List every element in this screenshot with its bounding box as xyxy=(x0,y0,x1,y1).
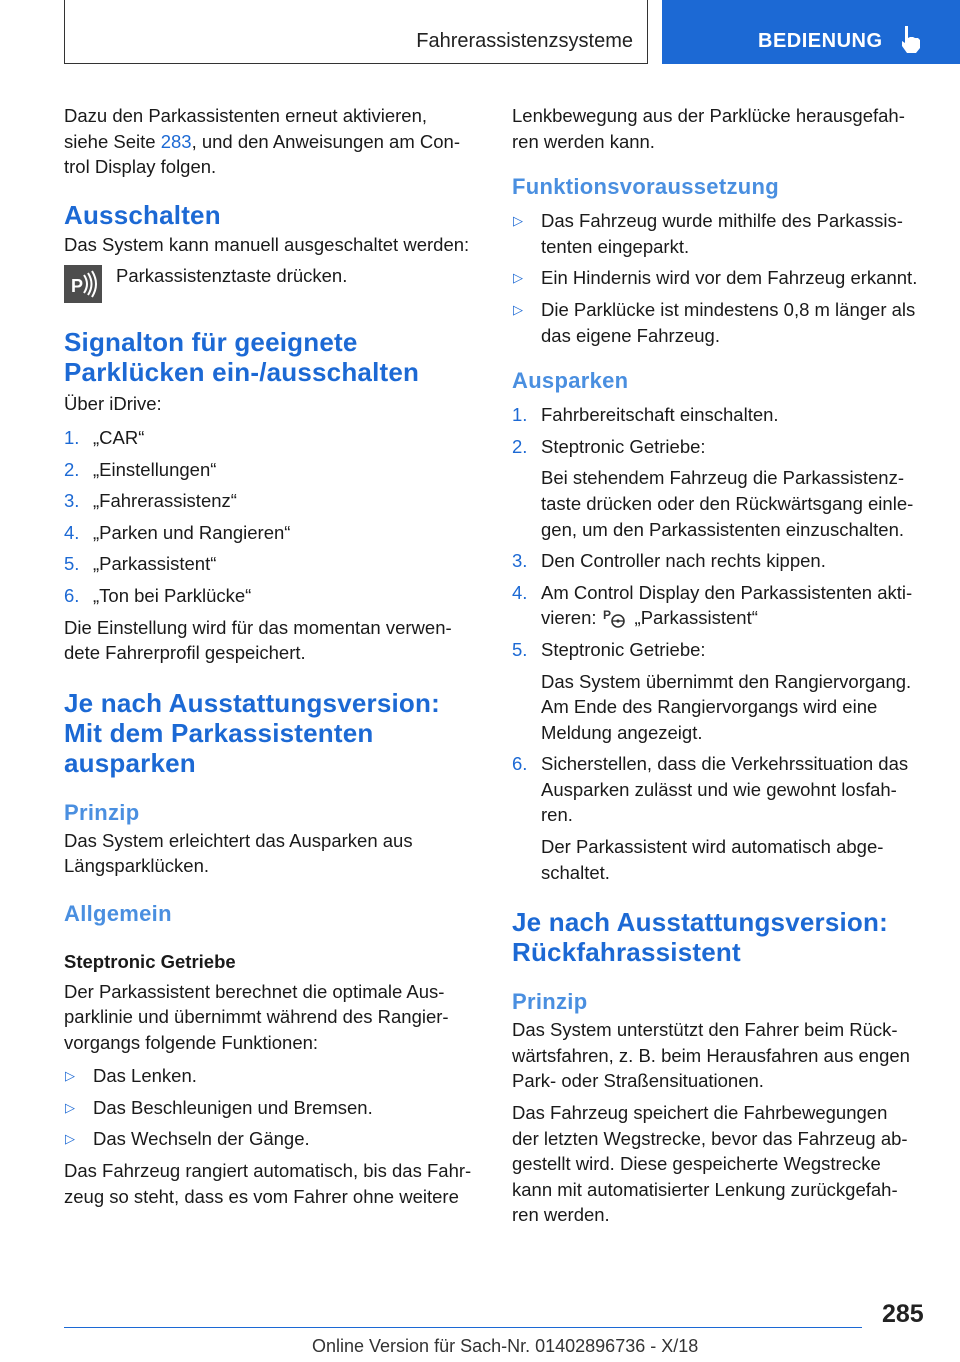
heading-steptronic: Steptronic Getriebe xyxy=(64,950,236,972)
text-line: wärtsfahren, z. B. beim Herausfahren aus engen xyxy=(512,1044,910,1066)
list-number: 5. xyxy=(64,553,80,575)
list-item xyxy=(64,457,478,483)
footer-text: Online Version für Sach-Nr. 01402896736 - X/18 xyxy=(312,1336,699,1356)
park-assistant-menu-icon xyxy=(603,606,625,628)
list-text: ren. xyxy=(541,804,573,826)
heading-prinzip-rueck: Prinzip xyxy=(512,989,588,1015)
list-text: „Parken und Rangieren“ xyxy=(93,521,291,543)
text-line: Bei stehendem Fahrzeug die Parkassistenz- xyxy=(541,467,904,489)
rueck-prinzip-paragraph xyxy=(512,1017,926,1094)
header-section-box xyxy=(64,0,648,64)
list-text: Ein Hindernis wird vor dem Fahrzeug erkannt. xyxy=(541,267,918,289)
text-line: gestellt wird. Diese gespeicherte Wegstrecke xyxy=(512,1153,881,1175)
heading-line: Parklücken ein-/ausschalten xyxy=(64,357,420,388)
heading-line: ausparken xyxy=(64,747,196,778)
continuation-paragraph xyxy=(512,103,926,154)
list-number: 2. xyxy=(512,435,528,457)
list-text: „Ton bei Parklücke“ xyxy=(93,584,252,606)
list-subtext xyxy=(541,465,926,542)
list-text: Steptronic Getriebe: xyxy=(541,435,706,457)
list-subtext xyxy=(541,669,926,746)
heading-prinzip: Prinzip xyxy=(64,799,140,825)
heading-allgemein: Allgemein xyxy=(64,900,172,926)
text-line: Die Einstellung wird für das momentan verwen- xyxy=(64,616,452,638)
pointing-hand-icon xyxy=(896,24,926,54)
text-line: Lenkbewegung aus der Parklücke herausgefah- xyxy=(512,105,905,126)
idrive-label: Über iDrive: xyxy=(64,393,162,415)
text-line: parklinie und übernimmt während des Rangier- xyxy=(64,1006,449,1028)
list-subtext xyxy=(541,834,926,885)
list-number: 3. xyxy=(512,550,528,572)
text-line: schaltet. xyxy=(541,861,610,883)
text-line: Park- oder Straßensituationen. xyxy=(512,1070,764,1092)
list-number: 4. xyxy=(512,581,528,603)
triangle-bullet-icon: ▷ xyxy=(65,1099,75,1115)
requirements-list xyxy=(512,208,926,348)
prinzip-paragraph xyxy=(64,828,478,879)
heading-line: Rückfahrassistent xyxy=(512,937,741,968)
right-column xyxy=(512,103,926,1234)
list-text: Fahrbereitschaft einschalten. xyxy=(541,404,779,426)
list-item xyxy=(64,425,478,451)
idrive-steps-list xyxy=(64,425,478,609)
list-text: Das Beschleunigen und Bremsen. xyxy=(93,1096,373,1118)
text-line: der letzten Wegstrecke, bevor das Fahrzeug ab- xyxy=(512,1127,908,1149)
text-line: Längsparklücken. xyxy=(64,855,210,877)
list-number: 6. xyxy=(512,753,528,775)
text-line: vorgangs folgende Funktionen: xyxy=(64,1031,319,1053)
list-item xyxy=(512,637,926,745)
footer-divider xyxy=(64,1327,862,1328)
list-text: Das Lenken. xyxy=(93,1065,197,1087)
list-item xyxy=(512,208,926,259)
text-line: Das System übernimmt den Rangiervorgang. xyxy=(541,670,912,692)
page-reference-link[interactable]: 283 xyxy=(160,130,192,152)
list-item xyxy=(512,580,926,631)
rueck-speicher-paragraph xyxy=(512,1100,926,1228)
list-item xyxy=(512,751,926,885)
text-line: Das System unterstützt den Fahrer beim Rück- xyxy=(512,1019,898,1041)
text-line: ren werden. xyxy=(512,1204,610,1226)
list-text: „Einstellungen“ xyxy=(93,458,217,480)
list-item xyxy=(512,548,926,574)
list-item xyxy=(64,1063,478,1089)
intro-line: trol Display folgen. xyxy=(64,156,217,178)
list-item xyxy=(64,1126,478,1152)
heading-ausschalten: Ausschalten xyxy=(64,199,221,230)
heading-line: Signalton für geeignete xyxy=(64,327,358,358)
list-text: Am Control Display den Parkassistenten akti- xyxy=(541,581,913,603)
list-text: Die Parklücke ist mindestens 0,8 m länger als xyxy=(541,298,916,320)
triangle-bullet-icon: ▷ xyxy=(65,1068,75,1084)
list-number: 1. xyxy=(512,404,528,426)
heading-ausparken-section xyxy=(64,688,478,778)
triangle-bullet-icon: ▷ xyxy=(513,213,523,229)
header-chapter-title: BEDIENUNG xyxy=(758,30,883,52)
heading-line: Je nach Ausstattungsversion: xyxy=(512,907,888,938)
text-line: gen, um den Parkassistenten einzuschalten. xyxy=(541,518,905,540)
heading-signalton xyxy=(64,327,478,387)
park-assist-button-icon xyxy=(64,265,102,303)
svg-text:P: P xyxy=(71,276,84,297)
ausschalten-step xyxy=(64,263,478,303)
list-item xyxy=(512,265,926,291)
intro-text: , und den Anweisungen am Con- xyxy=(191,130,460,152)
page-number: 285 xyxy=(882,1300,924,1328)
list-item xyxy=(64,488,478,514)
list-text: vieren: xyxy=(541,607,597,629)
text-line: Das Fahrzeug speichert die Fahrbewegungen xyxy=(512,1102,888,1124)
heading-line: Je nach Ausstattungsversion: xyxy=(64,687,440,718)
text-line: dete Fahrerprofil gespeichert. xyxy=(64,642,306,664)
list-text: Den Controller nach rechts kippen. xyxy=(541,550,826,572)
list-number: 3. xyxy=(64,490,80,512)
left-column xyxy=(64,103,478,1215)
header-chapter-tab[interactable] xyxy=(662,0,960,64)
text-line: Meldung angezeigt. xyxy=(541,721,703,743)
rangieren-paragraph xyxy=(64,1158,478,1209)
intro-text: siehe Seite xyxy=(64,130,161,152)
list-text: Das Wechseln der Gänge. xyxy=(93,1128,310,1150)
list-text: das eigene Fahrzeug. xyxy=(541,324,720,346)
text-line: zeug so steht, dass es vom Fahrer ohne weitere xyxy=(64,1185,459,1207)
text-line: taste drücken oder den Rückwärtsgang einle- xyxy=(541,492,914,514)
list-item xyxy=(512,402,926,428)
text-line: Das Fahrzeug rangiert automatisch, bis das Fahr- xyxy=(64,1160,472,1182)
svg-text:P: P xyxy=(602,608,611,623)
list-number: 2. xyxy=(64,458,80,480)
text-line: Das System erleichtert das Ausparken aus xyxy=(64,829,413,851)
ausschalten-text: Das System kann manuell ausgeschaltet werden: xyxy=(64,233,470,255)
text-line: Der Parkassistent wird automatisch abge- xyxy=(541,836,884,858)
intro-paragraph xyxy=(64,103,478,180)
triangle-bullet-icon: ▷ xyxy=(513,270,523,286)
list-number: 1. xyxy=(64,426,80,448)
list-number: 5. xyxy=(512,638,528,660)
text-line: Am Ende des Rangiervorgangs wird eine xyxy=(541,696,878,718)
list-text: Sicherstellen, dass die Verkehrssituation das xyxy=(541,753,909,775)
list-number: 6. xyxy=(64,584,80,606)
list-text: „Parkassistent“ xyxy=(634,607,758,629)
list-text: Steptronic Getriebe: xyxy=(541,638,706,660)
text-line: kann mit automatisierter Lenkung zurückgefah- xyxy=(512,1178,898,1200)
intro-line: Dazu den Parkassistenten erneut aktivieren, xyxy=(64,105,428,126)
list-text: tenten eingeparkt. xyxy=(541,235,690,257)
heading-line: Mit dem Parkassistenten xyxy=(64,717,374,748)
heading-rueckfahrassistent xyxy=(512,907,926,967)
heading-funktionsvoraussetzung: Funktionsvoraussetzung xyxy=(512,174,779,200)
list-text: Das Fahrzeug wurde mithilfe des Parkassis- xyxy=(541,210,903,232)
functions-list xyxy=(64,1063,478,1152)
text-line: ren werden kann. xyxy=(512,130,655,152)
triangle-bullet-icon: ▷ xyxy=(65,1131,75,1147)
list-number: 4. xyxy=(64,521,80,543)
list-item xyxy=(64,551,478,577)
list-text: Ausparken zulässt und wie gewohnt losfah- xyxy=(541,778,897,800)
text-line: Der Parkassistent berechnet die optimale Aus- xyxy=(64,980,445,1002)
list-item xyxy=(64,1095,478,1121)
list-item xyxy=(512,297,926,348)
list-item xyxy=(64,520,478,546)
list-text: „CAR“ xyxy=(93,426,145,448)
list-item xyxy=(64,583,478,609)
header-section-title: Fahrerassistenzsysteme xyxy=(416,30,633,52)
steptronic-paragraph xyxy=(64,979,478,1056)
ausschalten-step-text: Parkassistenztaste drücken. xyxy=(116,265,348,287)
profile-paragraph xyxy=(64,615,478,666)
heading-ausparken: Ausparken xyxy=(512,368,629,394)
list-text: „Fahrerassistenz“ xyxy=(93,490,237,512)
list-item xyxy=(512,434,926,542)
ausparken-steps-list xyxy=(512,402,926,885)
list-text: „Parkassistent“ xyxy=(93,553,217,575)
triangle-bullet-icon: ▷ xyxy=(513,301,523,317)
